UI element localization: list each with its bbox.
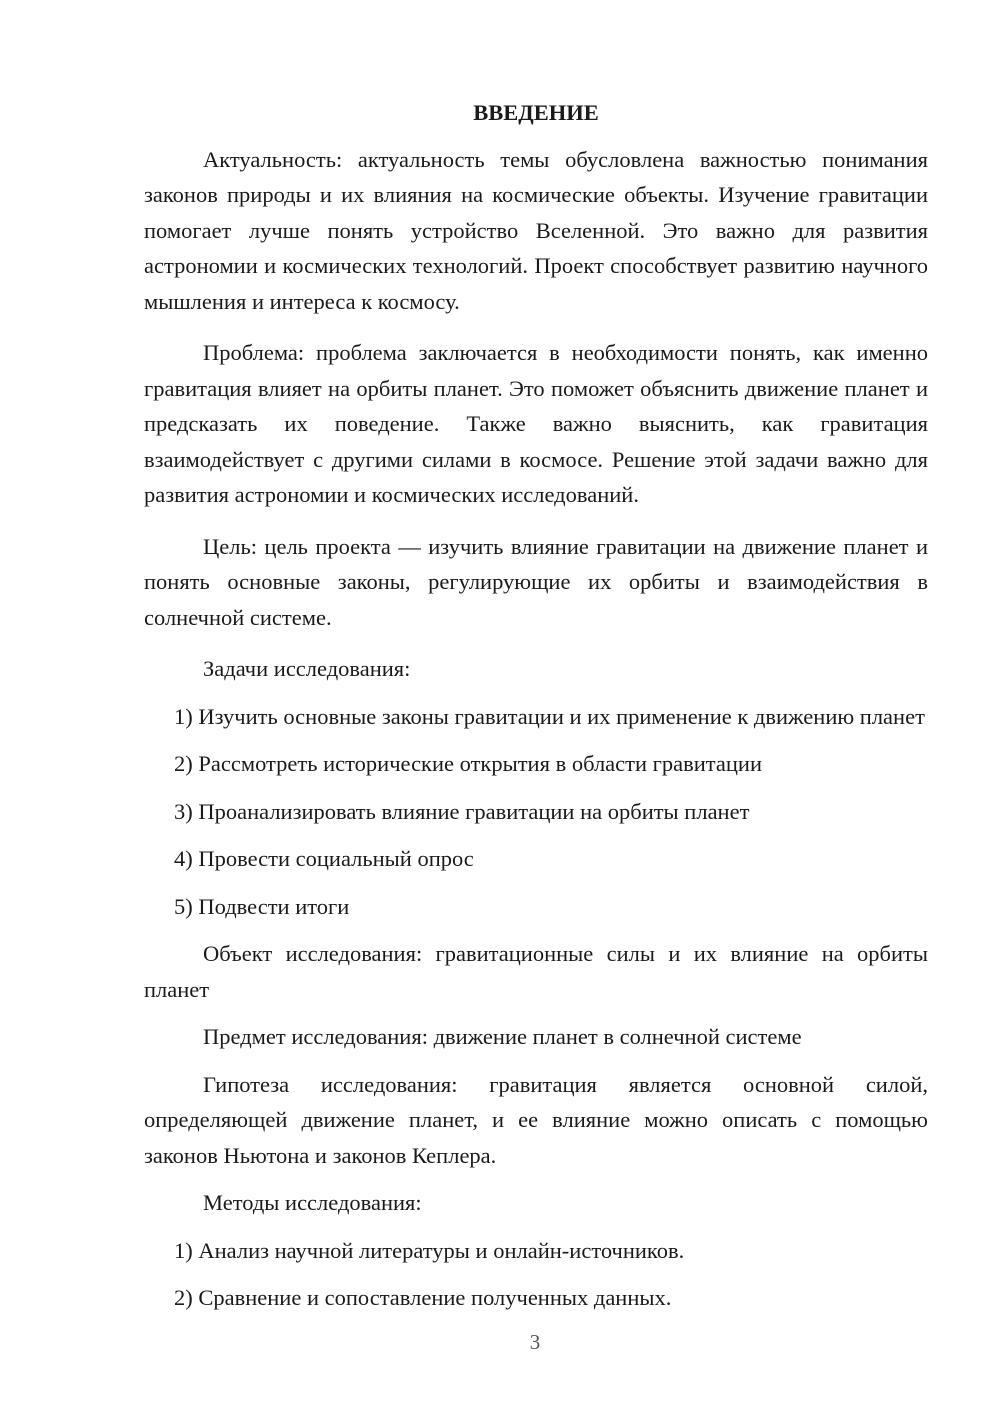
methods-heading: Методы исследования: xyxy=(203,1190,422,1215)
goal-paragraph: Цель: цель проекта — изучить влияние гравитации на движение планет и понять основные законы, регулирующие их орбиты и взаимодействия в солнечной системе. xyxy=(144,533,928,630)
problem-paragraph: Проблема: проблема заключается в необходимости понять, как именно гравитация влияет на орбиты планет. Это поможет объяснить движение планет и предсказать их поведение. Также важно выяснить, как гравитация взаимодействует с другими силами в космосе. Решение этой задачи важно для развития астрономии и космических исследований. xyxy=(144,340,928,507)
method-item-1: 1) Анализ научной литературы и онлайн-источников. xyxy=(174,1237,685,1263)
task-item-5: 5) Подвести итоги xyxy=(174,893,350,919)
method-item-2: 2) Сравнение и сопоставление полученных данных. xyxy=(174,1285,672,1310)
task-item-3: 3) Проанализировать влияние гравитации на орбиты планет xyxy=(174,798,750,824)
task-item-4: 4) Провести социальный опрос xyxy=(174,846,474,871)
page-number: 3 xyxy=(529,1330,541,1354)
page-content xyxy=(144,95,928,1316)
subject-paragraph: Предмет исследования: движение планет в солнечной системе xyxy=(203,1024,802,1049)
task-item-1: 1) Изучить основные законы гравитации и их применение к движению планет xyxy=(174,703,925,729)
task-item-2: 2) Рассмотреть исторические открытия в области гравитации xyxy=(174,751,762,776)
object-paragraph: Объект исследования: гравитационные силы и их влияние на орбиты планет xyxy=(144,941,928,1002)
hypothesis-paragraph: Гипотеза исследования: гравитация является основной силой, определяющей движение планет, и ее влияние можно описать с помощью законов Ньютона и законов Кеплера. xyxy=(144,1071,928,1168)
tasks-heading: Задачи исследования: xyxy=(203,656,411,681)
relevance-paragraph: Актуальность: актуальность темы обусловлена важностью понимания законов природы и их влияния на космические объекты. Изучение гравитации помогает лучше понять устройство Вселенной. Это важно для развития астрономии и космических технологий. Проект способствует развитию научного мышления и интереса к космосу. xyxy=(144,146,928,314)
section-title: ВВЕДЕНИЕ xyxy=(473,100,599,125)
